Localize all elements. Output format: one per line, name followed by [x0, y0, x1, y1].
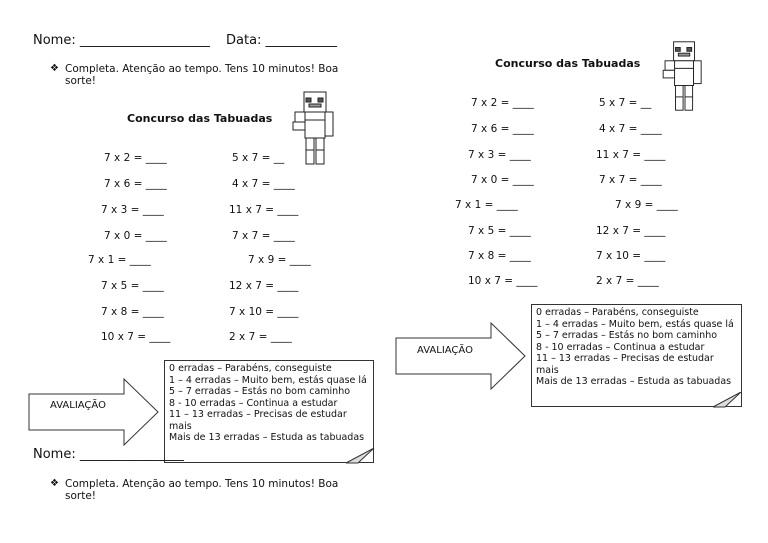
diamond-bullet-icon: ❖	[50, 63, 59, 74]
scale-line: 0 erradas – Parabéns, conseguiste	[536, 307, 699, 318]
instruction-text-bottom	[50, 478, 367, 502]
problem-item: 5 x 7 = __	[599, 97, 652, 109]
name-field-label-bottom: Nome: ________________	[33, 447, 184, 462]
page-fold-icon	[346, 448, 375, 464]
problem-item: 5 x 7 = __	[232, 152, 285, 164]
problem-item: 10 x 7 = ____	[101, 331, 171, 343]
scale-line: 11 – 13 erradas – Precisas de estudar mais	[169, 409, 347, 432]
scale-line: 8 - 10 erradas – Continua a estudar	[536, 341, 705, 353]
scale-line: 11 – 13 erradas – Precisas de estudar mais	[536, 353, 714, 376]
sheet-title: Concurso das Tabuadas	[495, 57, 641, 70]
blocky-character-illustration	[662, 38, 708, 114]
page-fold-icon	[713, 392, 742, 408]
problem-item: 12 x 7 = ____	[596, 225, 666, 237]
evaluation-scale-box	[164, 360, 374, 463]
problem-item: 7 x 7 = ____	[599, 174, 662, 186]
problem-item: 7 x 1 = ____	[455, 199, 518, 211]
instruction-label: Completa. Atenção ao tempo. Tens 10 minutos! Boa sorte!	[65, 63, 339, 87]
problem-item: 7 x 2 = ____	[104, 152, 167, 164]
problem-item: 7 x 3 = ____	[101, 204, 164, 216]
scale-line: Mais de 13 erradas – Estuda as tabuadas	[169, 432, 365, 443]
scale-line: 0 erradas – Parabéns, conseguiste	[169, 363, 332, 374]
scale-line: 1 – 4 erradas – Muito bem, estás quase lá	[169, 374, 367, 386]
scale-line: 8 - 10 erradas – Continua a estudar	[169, 397, 338, 409]
problem-item: 11 x 7 = ____	[596, 149, 666, 161]
name-field-label: Nome: ____________________	[33, 33, 210, 48]
evaluation-scale-box	[531, 304, 742, 407]
date-field-label: Data: ___________	[226, 33, 338, 48]
problem-item: 7 x 10 = ____	[229, 306, 299, 318]
problem-item: 7 x 8 = ____	[468, 250, 531, 262]
problem-item: 7 x 3 = ____	[468, 149, 531, 161]
scale-line: Mais de 13 erradas – Estuda as tabuadas	[536, 376, 732, 387]
problem-item: 7 x 0 = ____	[104, 230, 167, 242]
problem-item: 7 x 9 = ____	[248, 254, 311, 266]
scale-line: 5 – 7 erradas – Estás no bom caminho	[536, 330, 718, 341]
problem-item: 7 x 7 = ____	[232, 230, 295, 242]
sheet-title: Concurso das Tabuadas	[127, 112, 273, 125]
diamond-bullet-icon: ❖	[50, 478, 59, 489]
problem-item: 7 x 5 = ____	[101, 280, 164, 292]
problem-item: 7 x 6 = ____	[104, 178, 167, 190]
problem-item: 4 x 7 = ____	[599, 123, 662, 135]
problem-item: 7 x 2 = ____	[471, 97, 534, 109]
problem-item: 10 x 7 = ____	[468, 275, 538, 287]
problem-item: 7 x 6 = ____	[471, 123, 534, 135]
problem-item: 7 x 10 = ____	[596, 250, 666, 262]
problem-item: 12 x 7 = ____	[229, 280, 299, 292]
problem-item: 11 x 7 = ____	[229, 204, 299, 216]
scale-line: 1 – 4 erradas – Muito bem, estás quase lá	[536, 318, 734, 330]
instruction-text	[50, 63, 367, 87]
problem-item: 7 x 1 = ____	[88, 254, 151, 266]
problem-item: 7 x 5 = ____	[468, 225, 531, 237]
evaluation-label: AVALIAÇÃO	[50, 400, 106, 411]
scale-line: 5 – 7 erradas – Estás no bom caminho	[169, 386, 351, 397]
evaluation-arrow-icon	[395, 322, 527, 390]
problem-item: 4 x 7 = ____	[232, 178, 295, 190]
blocky-character-illustration	[292, 88, 340, 168]
instruction-label: Completa. Atenção ao tempo. Tens 10 minutos! Boa sorte!	[65, 478, 339, 502]
problem-item: 2 x 7 = ____	[229, 331, 292, 343]
problem-item: 7 x 8 = ____	[101, 306, 164, 318]
problem-item: 2 x 7 = ____	[596, 275, 659, 287]
problem-item: 7 x 0 = ____	[471, 174, 534, 186]
evaluation-arrow-icon	[28, 378, 160, 446]
evaluation-label: AVALIAÇÃO	[417, 345, 473, 356]
problem-item: 7 x 9 = ____	[615, 199, 678, 211]
